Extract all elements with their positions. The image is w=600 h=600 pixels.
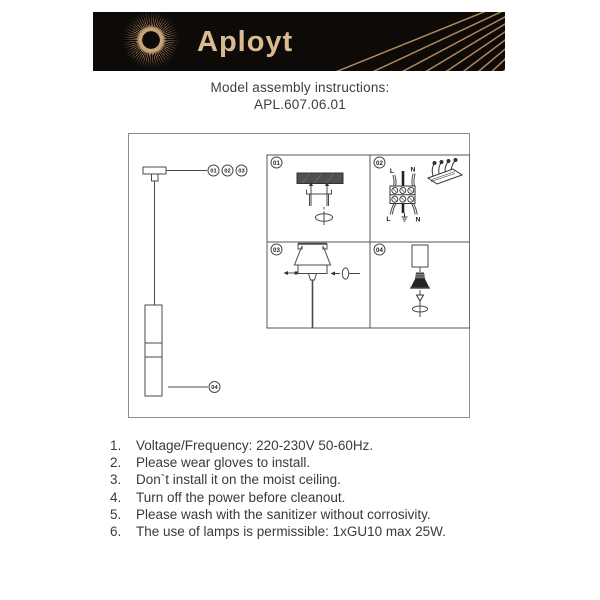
ground-icon bbox=[402, 213, 408, 221]
item-text: Please wear gloves to install. bbox=[136, 455, 311, 471]
svg-text:04: 04 bbox=[376, 246, 383, 254]
item-number: 6. bbox=[110, 524, 122, 540]
list-item bbox=[110, 454, 530, 471]
item-number: 4. bbox=[110, 489, 122, 505]
panel-04-lamp-install bbox=[410, 245, 430, 317]
item-text: Please wash with the sanitizer without corrosivity. bbox=[136, 506, 431, 522]
brand-banner bbox=[93, 12, 505, 71]
screw-icon bbox=[342, 268, 360, 279]
pendant-lamp-drawing bbox=[143, 165, 247, 396]
list-item bbox=[110, 489, 530, 506]
list-item bbox=[110, 523, 530, 540]
svg-text:02: 02 bbox=[224, 168, 231, 175]
brand-wordmark: Aployt bbox=[197, 26, 294, 58]
item-number: 1. bbox=[110, 438, 122, 453]
list-item bbox=[110, 437, 530, 454]
instructions-list bbox=[110, 437, 530, 540]
item-text: The use of lamps is permissible: 1xGU10 max 25W. bbox=[136, 524, 446, 540]
svg-text:01: 01 bbox=[273, 159, 280, 167]
assembly-diagram bbox=[128, 133, 470, 418]
item-text: Turn off the power before cleanout. bbox=[136, 489, 346, 505]
panel-01-ceiling-fixing bbox=[297, 173, 343, 225]
svg-text:04: 04 bbox=[211, 385, 218, 392]
callout-top bbox=[208, 165, 247, 176]
terminal-connector-icon bbox=[428, 159, 462, 185]
list-item bbox=[110, 506, 530, 523]
item-number: 2. bbox=[110, 455, 122, 471]
model-number: APL.607.06.01 bbox=[254, 96, 346, 112]
callout-bottom bbox=[209, 382, 220, 393]
svg-text:N: N bbox=[410, 166, 416, 174]
svg-text:01: 01 bbox=[210, 168, 217, 175]
decorative-rays-icon bbox=[93, 12, 505, 71]
list-item bbox=[110, 471, 530, 488]
panel-03-canopy-fixing bbox=[284, 244, 361, 328]
panel-02-wiring bbox=[386, 159, 462, 224]
item-number: 3. bbox=[110, 472, 122, 488]
svg-text:03: 03 bbox=[273, 246, 280, 254]
page-title: Model assembly instructions: bbox=[210, 80, 390, 95]
item-number: 5. bbox=[110, 506, 122, 522]
item-text: Don`t install it on the moist ceiling. bbox=[136, 472, 341, 488]
svg-text:L: L bbox=[386, 216, 391, 223]
gu10-bulb-icon bbox=[410, 273, 430, 289]
screw-icon bbox=[316, 207, 333, 225]
svg-text:02: 02 bbox=[376, 159, 383, 167]
item-text: Voltage/Frequency: 220-230V 50-60Hz. bbox=[136, 438, 374, 453]
svg-text:L: L bbox=[389, 168, 395, 175]
svg-text:N: N bbox=[415, 216, 421, 224]
title-block bbox=[0, 80, 600, 113]
svg-text:03: 03 bbox=[238, 168, 245, 175]
screw-icon bbox=[413, 301, 428, 317]
